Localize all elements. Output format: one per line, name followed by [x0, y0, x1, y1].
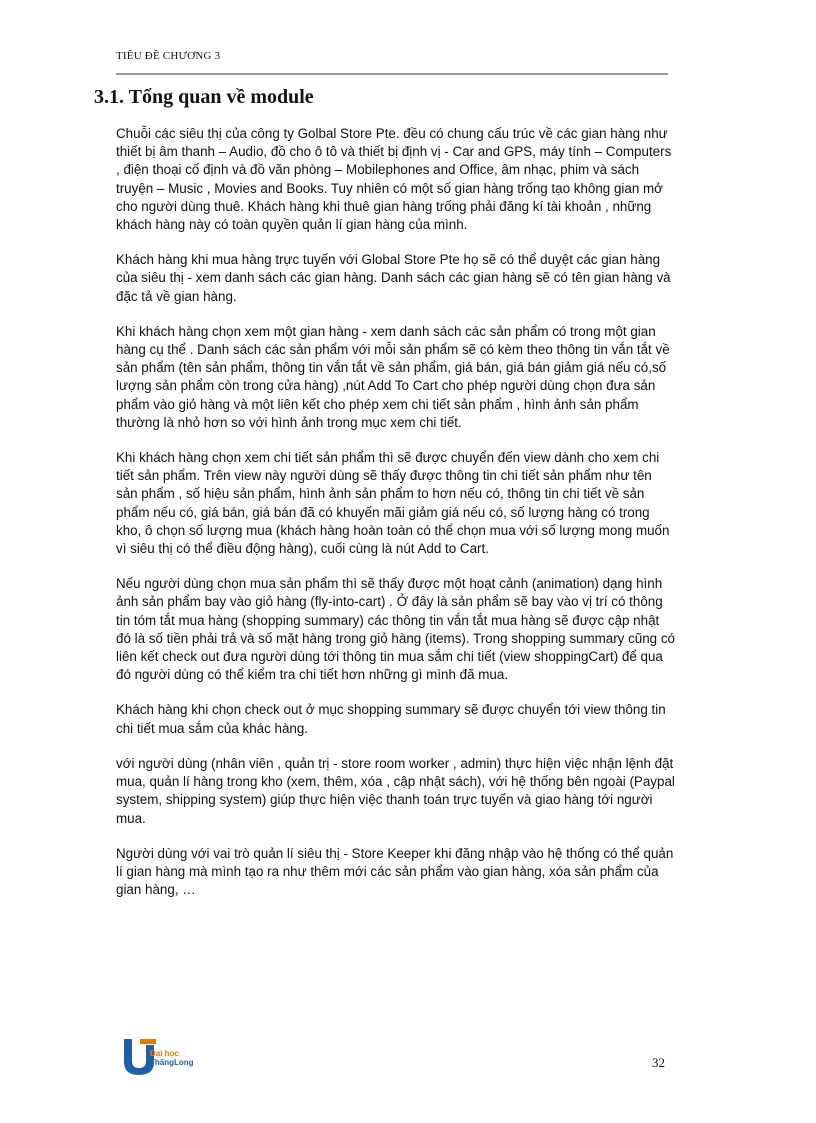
chapter-header-title: TIÊU ĐỀ CHƯƠNG 3	[116, 50, 221, 62]
paragraph-8: Người dùng với vai trò quản lí siêu thị - Store Keeper khi đăng nhập vào hệ thống có thể quản lí gian hàng mà mình tạo ra như thêm mới các sản phẩm vào gian hàng, xóa sản phẩm của gian hàng, …	[116, 845, 674, 898]
paragraph-7: với người dùng (nhân viên , quản trị - store room worker , admin) thực hiện việc nhận lệnh đặt mua, quản lí hàng trong kho (xem, thêm, xóa , cập nhật sách), với hệ thống bên ngoài (Paypal system, shipping system) giúp thực hiện việc thanh toán trực tuyến và giao hàng tới người mua.	[116, 755, 675, 826]
paragraph-4: Khi khách hàng chọn xem chi tiết sản phẩm thì sẽ được chuyển đến view dành cho xem chi tiết sản phẩm. Trên view này người dùng sẽ thấy được thông tin chi tiết sản phẩm như tên sản phẩm , số hiệu sản phẩm, hình ảnh sản phẩm to hơn nếu có, thông tin chi tiết về sản phẩm nếu có, giá bán, giá bán đã có khuyến mãi giảm giá nếu có, số lượng hàng có trong kho, ô chọn số lượng mua (khách hàng hoàn toàn có thể chọn mua với số lượng mong muốn vì siêu thị có thể điều động hàng), cuối cùng là nút Add to Cart.	[116, 450, 670, 557]
page-number: 32	[652, 1055, 665, 1070]
paragraph-1: Chuỗi các siêu thị của công ty Golbal Store Pte. đều có chung cấu trúc về các gian hàng như thiết bị âm thanh – Audio, đồ cho ô tô và thiết bị định vị - Car and GPS, máy tính – Computers , điện thoại cố định và đồ văn phòng – Mobilephones and Office, âm nhạc, phim và sách truyện – Music , Movies and Books. Tuy nhiên có một số gian hàng trống tạo không gian mở cho người dùng thuê. Khách hàng khi thuê gian hàng trống phải đăng kí tài khoản , những khách hàng này có toàn quyền quản lí gian hàng của mình.	[116, 126, 672, 233]
paragraph-3: Khi khách hàng chọn xem một gian hàng - xem danh sách các sản phẩm có trong một gian hàng cụ thể . Danh sách các sản phẩm với mỗi sản phẩm sẽ có kèm theo thông tin vắn tắt về sản phẩm (tên sản phẩm, thông tin vắn tắt về sản phẩm, giá bán, giá bán giảm giá nếu có,số lượng sản phẩm còn trong cửa hàng) ,nút Add To Cart cho phép người dùng chọn đưa sản phẩm vào giỏ hàng và một liên kết cho phép xem chi tiết sản phẩm , hình ảnh sản phẩm thường là nhỏ hơn so với hình ảnh trong mục xem chi tiết.	[116, 323, 670, 430]
logo-text	[150, 1049, 194, 1067]
university-logo	[120, 1037, 210, 1077]
section-heading: 3.1. Tổng quan về module	[94, 86, 314, 108]
paragraph-6: Khách hàng khi chọn check out ở mục shopping summary sẽ được chuyển tới view thông tin chi tiết mua sắm của khác hàng.	[116, 702, 666, 736]
logo-line-2: ThăngLong	[150, 1058, 194, 1067]
header-divider	[116, 73, 668, 75]
paragraph-5: Nếu người dùng chọn mua sản phẩm thì sẽ thấy được một hoạt cảnh (animation) dạng hình ảnh sản phẩm bay vào giỏ hàng (fly-into-cart) . Ở đây là sản phẩm sẽ bay vào vị trí có thông tin tóm tắt mua hàng (shopping summary) các thông tin vắn tắt mua hàng sẽ được cập nhật đó là số tiền phải trả và số mặt hàng trong giỏ hàng (items). Trong shopping summary cũng có liên kết check out đưa người dùng tới thông tin mua sắm chi tiết (view shoppingCart) để qua đó người dùng có thể kiểm tra chi tiết hơn những gì mình đã mua.	[116, 576, 675, 683]
logo-line-1: Đại học	[150, 1049, 179, 1058]
paragraph-2: Khách hàng khi mua hàng trực tuyến với Global Store Pte họ sẽ có thể duyệt các gian hàng của siêu thị - xem danh sách các gian hàng. Danh sách các gian hàng sẽ có tên gian hàng và đặc tả về gian hàng.	[116, 252, 671, 304]
document-body	[116, 125, 676, 916]
